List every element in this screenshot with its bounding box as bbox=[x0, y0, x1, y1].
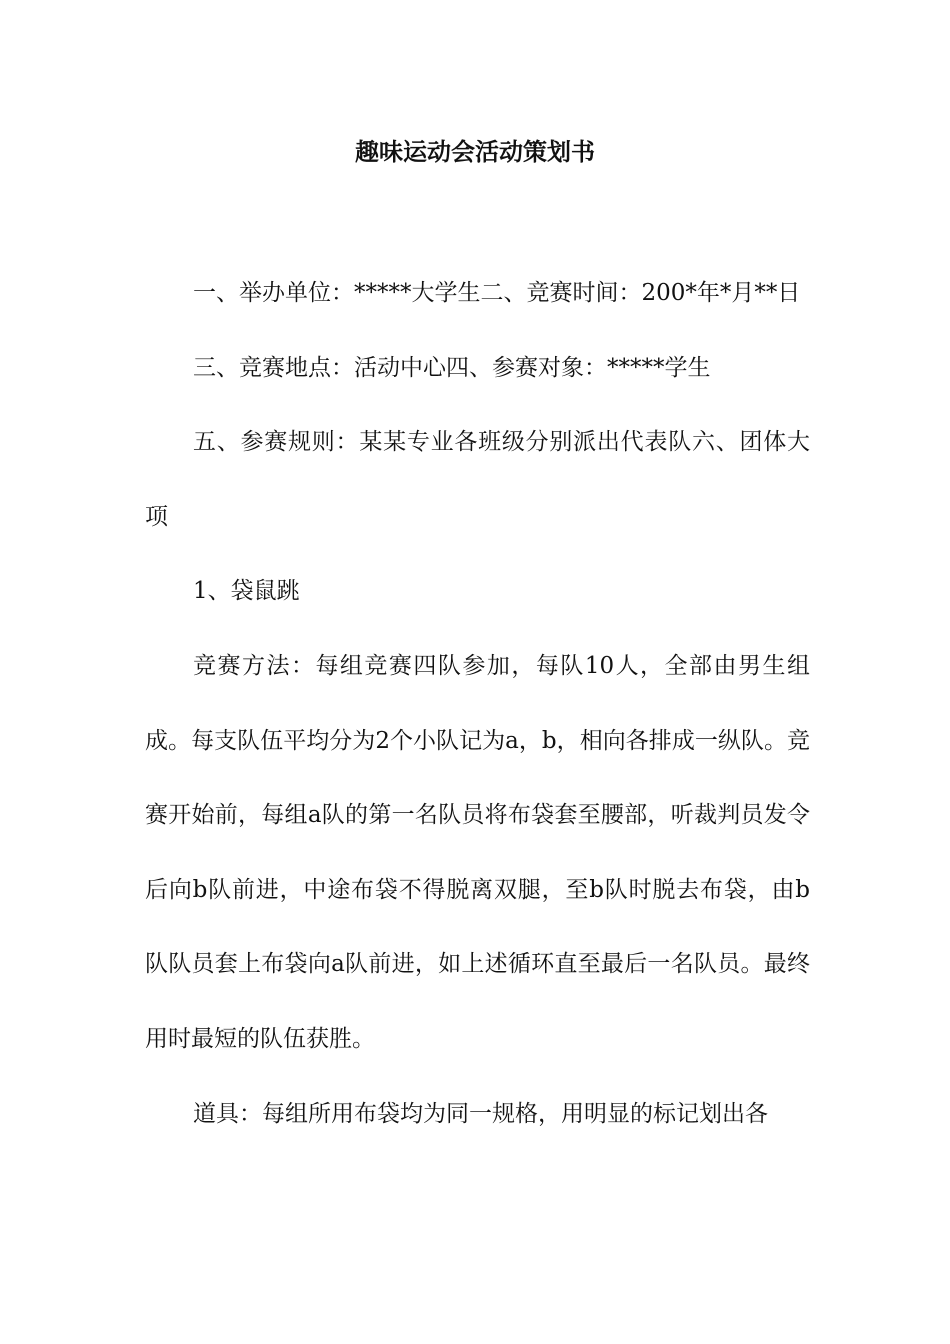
paragraph-rules-team-events: 五、参赛规则：某某专业各班级分别派出代表队六、团体大项 bbox=[145, 429, 810, 530]
paragraph-kangaroo-jump-heading: 1、袋鼠跳 bbox=[193, 578, 300, 605]
paragraph-equipment: 道具：每组所用布袋均为同一规格，用明显的标记划出各 bbox=[193, 1100, 768, 1127]
document-title: 趣味运动会活动策划书 bbox=[355, 138, 595, 166]
paragraph-organizer-time: 一、举办单位：*****大学生二、竞赛时间：200*年*月**日 bbox=[193, 280, 801, 306]
paragraph-competition-method: 竞赛方法：每组竞赛四队参加，每队10人，全部由男生组成。每支队伍平均分为2个小队记为a，b，相向各排成一纵队。竞赛开始前，每组a队的第一名队员将布袋套至腰部，听裁判员发令后向b队前进，中途布袋不得脱离双腿，至b队时脱去布袋，由b队队员套上布袋向a队前进，如上述循环直至最后一名队员。最终用时最短的队伍获胜。 bbox=[145, 652, 810, 1052]
document-body bbox=[145, 256, 810, 1151]
paragraph-venue-participants: 三、竞赛地点：活动中心四、参赛对象：*****学生 bbox=[193, 354, 711, 381]
